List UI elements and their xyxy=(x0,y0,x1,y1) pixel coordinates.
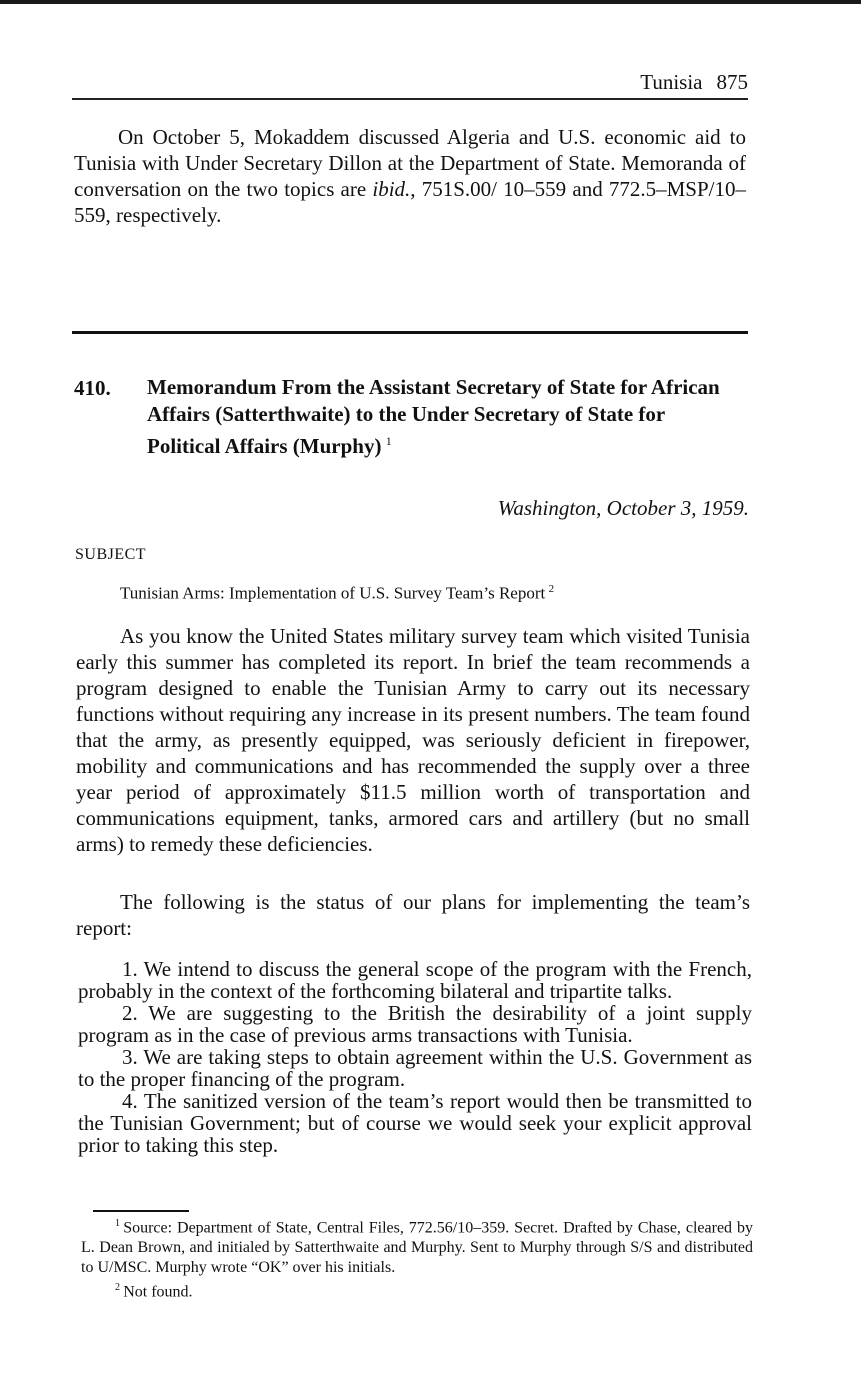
list-item: 1. We intend to discuss the general scope of the program with the French, probably in the context of the forthcoming bilateral and tripartite talks. xyxy=(78,957,752,1003)
document-title-text: Memorandum From the Assistant Secretary of State for African Affairs (Satterthwaite) to the Under Secretary of State for Political Affairs (Murphy) xyxy=(147,375,720,458)
footnote-text: Not found. xyxy=(123,1283,193,1301)
subject-footnote-ref: 2 xyxy=(548,583,555,595)
page-number: 875 xyxy=(716,70,748,94)
section-divider xyxy=(72,331,748,334)
intro-text: On October 5, Mokaddem discussed Algeria and U.S. economic aid to Tunisia with Under Secretary Dillon at the Department of State. Memoranda of conversation on the two topics are xyxy=(74,125,746,201)
running-title: Tunisia xyxy=(640,70,703,94)
list-item: 3. We are taking steps to obtain agreement within the U.S. Government as to the proper financing of the program. xyxy=(78,1045,752,1091)
footnotes xyxy=(81,1214,753,1303)
footnote-text: Source: Department of State, Central Files, 772.56/10–359. Secret. Drafted by Chase, cleared by L. Dean Brown, and initialed by Satterthwaite and Murphy. Sent to Murphy through S/S and distributed to U/MSC. Murphy wrote “OK” over his initials. xyxy=(81,1219,753,1277)
footnote-marker: 2 xyxy=(115,1282,120,1294)
body-paragraph: As you know the United States military survey team which visited Tunisia early this summer has completed its report. In brief the team recommends a program designed to enable the Tunisian Army to carry out its necessary functions without requiring any increase in its present numbers. The team found that the army, as presently equipped, was seriously deficient in firepower, mobility and communications and has recommended the supply over a three year period of approximately $11.5 million worth of transportation and communications equipment, tanks, armored cars and artillery (but no small arms) to remedy these deficiencies. xyxy=(76,624,750,856)
title-footnote-ref: 1 xyxy=(385,434,392,448)
intro-ibid: ibid., xyxy=(372,177,416,201)
footnote xyxy=(81,1214,753,1278)
footnote-marker: 1 xyxy=(115,1218,120,1229)
subject-line xyxy=(120,583,554,604)
footnote-rule xyxy=(93,1210,189,1212)
document-number: 410. xyxy=(74,376,111,400)
footnote xyxy=(81,1278,753,1302)
subject-heading: SUBJECT xyxy=(75,546,147,563)
intro-text-end: 751S.00/ 10–559 and 772.5–MSP/10–559, respectively. xyxy=(74,177,746,227)
plan-list xyxy=(78,958,752,1156)
top-border xyxy=(0,0,861,4)
list-item: 2. We are suggesting to the British the desirability of a joint supply program as in the case of previous arms transactions with Tunisia. xyxy=(78,1001,752,1047)
document-title xyxy=(147,374,737,460)
list-item: 4. The sanitized version of the team’s report would then be transmitted to the Tunisian Government; but of course we would seek your explicit approval prior to taking this step. xyxy=(78,1089,752,1157)
running-head xyxy=(640,70,748,95)
running-header xyxy=(72,70,748,100)
body-paragraph: The following is the status of our plans for implementing the team’s report: xyxy=(76,890,750,940)
dateline: Washington, October 3, 1959. xyxy=(497,496,749,520)
intro-paragraph xyxy=(74,124,746,228)
subject-text: Tunisian Arms: Implementation of U.S. Survey Team’s Report xyxy=(120,583,546,603)
